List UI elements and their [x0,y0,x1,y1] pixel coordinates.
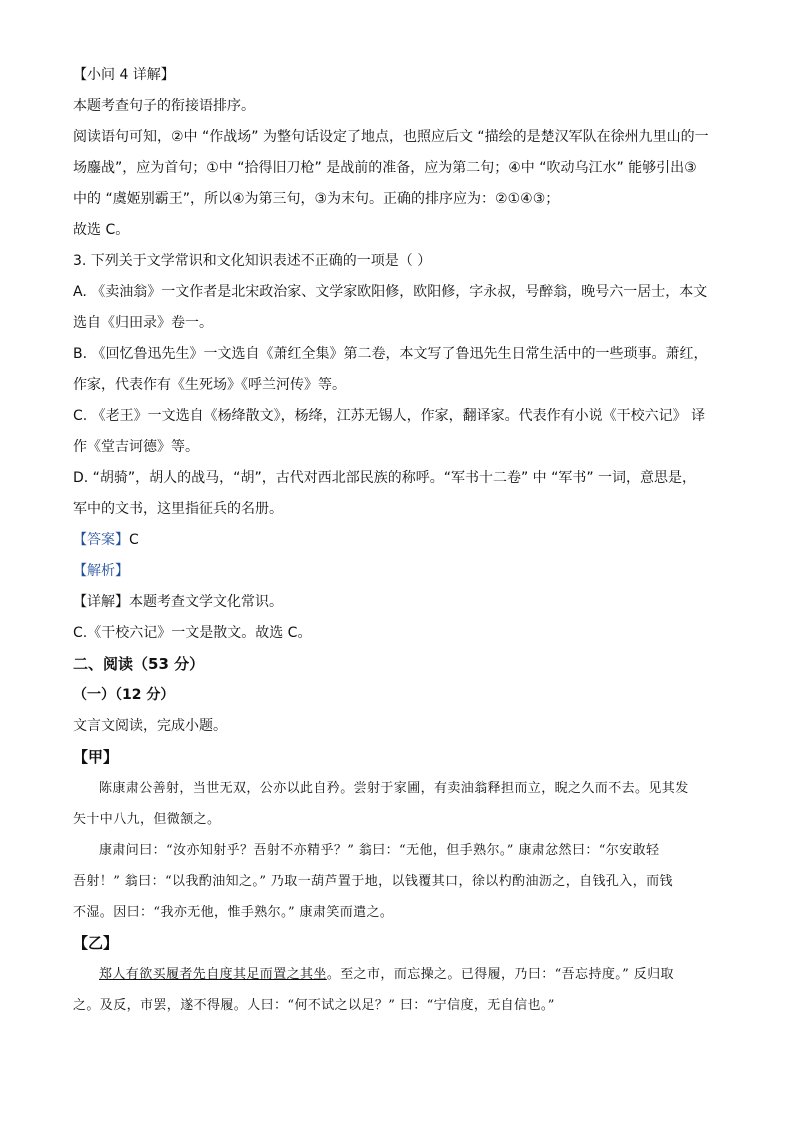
document-body [73,60,721,1021]
subquestion-4-line: 阅读语句可知，②中 “作战场” 为整句话设定了地点，也照应后文 “描绘的是楚汉军队在徐州九里山的一 [73,129,709,145]
subquestion-4-line: 本题考查句子的衔接语排序。 [73,98,255,114]
option-a-cont: 选自《归田录》卷一。 [73,315,213,331]
subquestion-4-line: 中的 “虞姬别霸王”，所以④为第三句，③为末句。正确的排序应为：②①④③； [73,191,560,207]
passage-yi-line [73,959,721,990]
section-2-subtitle: （一）（12 分） [73,687,175,703]
option-d-cont: 军中的文书，这里指征兵的名册。 [73,501,283,517]
analysis-label: 【解析】 [73,563,129,579]
answer-label: 【答案】 [73,532,129,548]
subquestion-4-answer: 故选 C。 [73,222,130,238]
underlined-sentence: 郑人有欲买履者先自度其足而置之其坐 [99,967,327,982]
conclusion-line: C.《干校六记》一文是散文。故选 C。 [73,625,312,641]
subquestion-4-line: 场鏖战”，应为首句；①中 “拾得旧刀枪” 是战前的准备，应为第二句；④中 “吹动乌江水” 能够引出③ [73,160,697,176]
section-2-title: 二、阅读（53 分） [73,655,205,673]
passage-yi-text: 。至之市，而忘操之。已得履，乃曰：“吾忘持度。” 反归取 [326,967,674,982]
passage-jia-line: 不湿。因曰：“我亦无他，惟手熟尔。” 康肃笑而遣之。 [73,905,394,920]
passage-yi-line: 之。及反，市罢，遂不得履。人曰：“何不试之以足？” 曰：“宁信度，无自信也。” [73,998,555,1013]
passage-jia-tag: 【甲】 [73,748,119,766]
passage-yi-tag: 【乙】 [73,934,119,952]
question-3-stem: 3. 下列关于文学常识和文化知识表述不正确的一项是（ ） [73,253,432,269]
option-b-cont: 作家，代表作有《生死场》《呼兰河传》等。 [73,377,346,393]
answer-value: C [129,532,139,548]
passage-jia-line: 吾射！” 翁曰：“以我酌油知之。” 乃取一葫芦置于地，以钱覆其口，徐以杓酌油沥之，自钱孔入，而钱 [73,874,673,889]
reading-instruction: 文言文阅读，完成小题。 [73,718,227,734]
subquestion-4-heading: 【小问 4 详解】 [73,67,175,83]
option-d: D. “胡骑”，胡人的战马，“胡”，古代对西北部民族的称呼。“军书十二卷” 中 “军书” 一词，意思是， [73,470,697,486]
option-b: B. 《回忆鲁迅先生》一文选自《萧红全集》第二卷，本文写了鲁迅先生日常生活中的一些琐事。萧红， [73,346,708,362]
answer-row [73,525,721,556]
passage-jia-line: 陈康肃公善射，当世无双，公亦以此自矜。尝射于家圃，有卖油翁释担而立，睨之久而不去。见其发 [99,781,689,796]
detail-line: 【详解】本题考查文学文化常识。 [73,594,283,610]
passage-jia-line: 康肃问曰：“汝亦知射乎？吾射不亦精乎？” 翁曰：“无他，但手熟尔。” 康肃忿然曰：“尔安敢轻 [99,843,660,858]
passage-jia-line: 矢十中八九，但微颔之。 [73,812,221,827]
option-c-cont: 作《堂吉诃德》等。 [73,439,199,455]
option-a: A. 《卖油翁》一文作者是北宋政治家、文学家欧阳修，欧阳修，字永叔，号醉翁，晚号六一居士，本文 [73,284,708,300]
option-c: C. 《老王》一文选自《杨绛散文》，杨绛，江苏无锡人，作家，翻译家。代表作有小说《干校六记》 译 [73,408,706,424]
